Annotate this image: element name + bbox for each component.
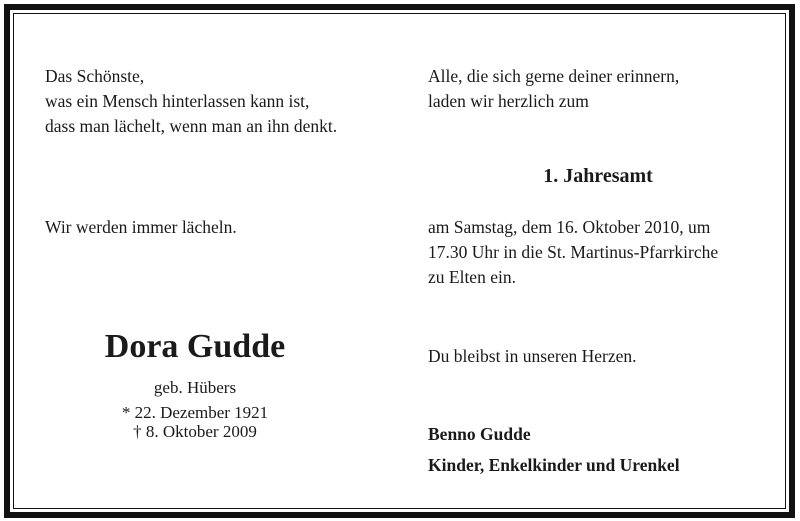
smile-line: Wir werden immer lächeln. (45, 217, 237, 237)
closing-line: Du bleibst in unseren Herzen. (428, 346, 637, 366)
birth-date: * 22. Dezember 1921 (121, 403, 269, 422)
death-date: † 8. Oktober 2009 (133, 422, 257, 441)
deceased-name: Dora Gudde (104, 328, 286, 365)
quote-line-3: dass man lächelt, wenn man an ihn denkt. (45, 116, 338, 136)
maiden-name: geb. Hübers (153, 378, 237, 397)
invitation-line-1: Alle, die sich gerne deiner erinnern, (428, 66, 680, 86)
event-title: 1. Jahresamt (543, 165, 653, 187)
signatory-family: Kinder, Enkelkinder und Urenkel (428, 455, 680, 475)
quote-line-1: Das Schönste, (45, 66, 145, 86)
signatory-name: Benno Gudde (428, 424, 531, 444)
invitation-line-2: laden wir herzlich zum (428, 91, 589, 111)
memorial-notice (4, 4, 795, 518)
event-details-line-3: zu Elten ein. (428, 267, 516, 287)
quote-line-2: was ein Mensch hinterlassen kann ist, (45, 91, 310, 111)
event-details-line-2: 17.30 Uhr in die St. Martinus-Pfarrkirche (428, 242, 719, 262)
event-details-line-1: am Samstag, dem 16. Oktober 2010, um (428, 217, 711, 237)
